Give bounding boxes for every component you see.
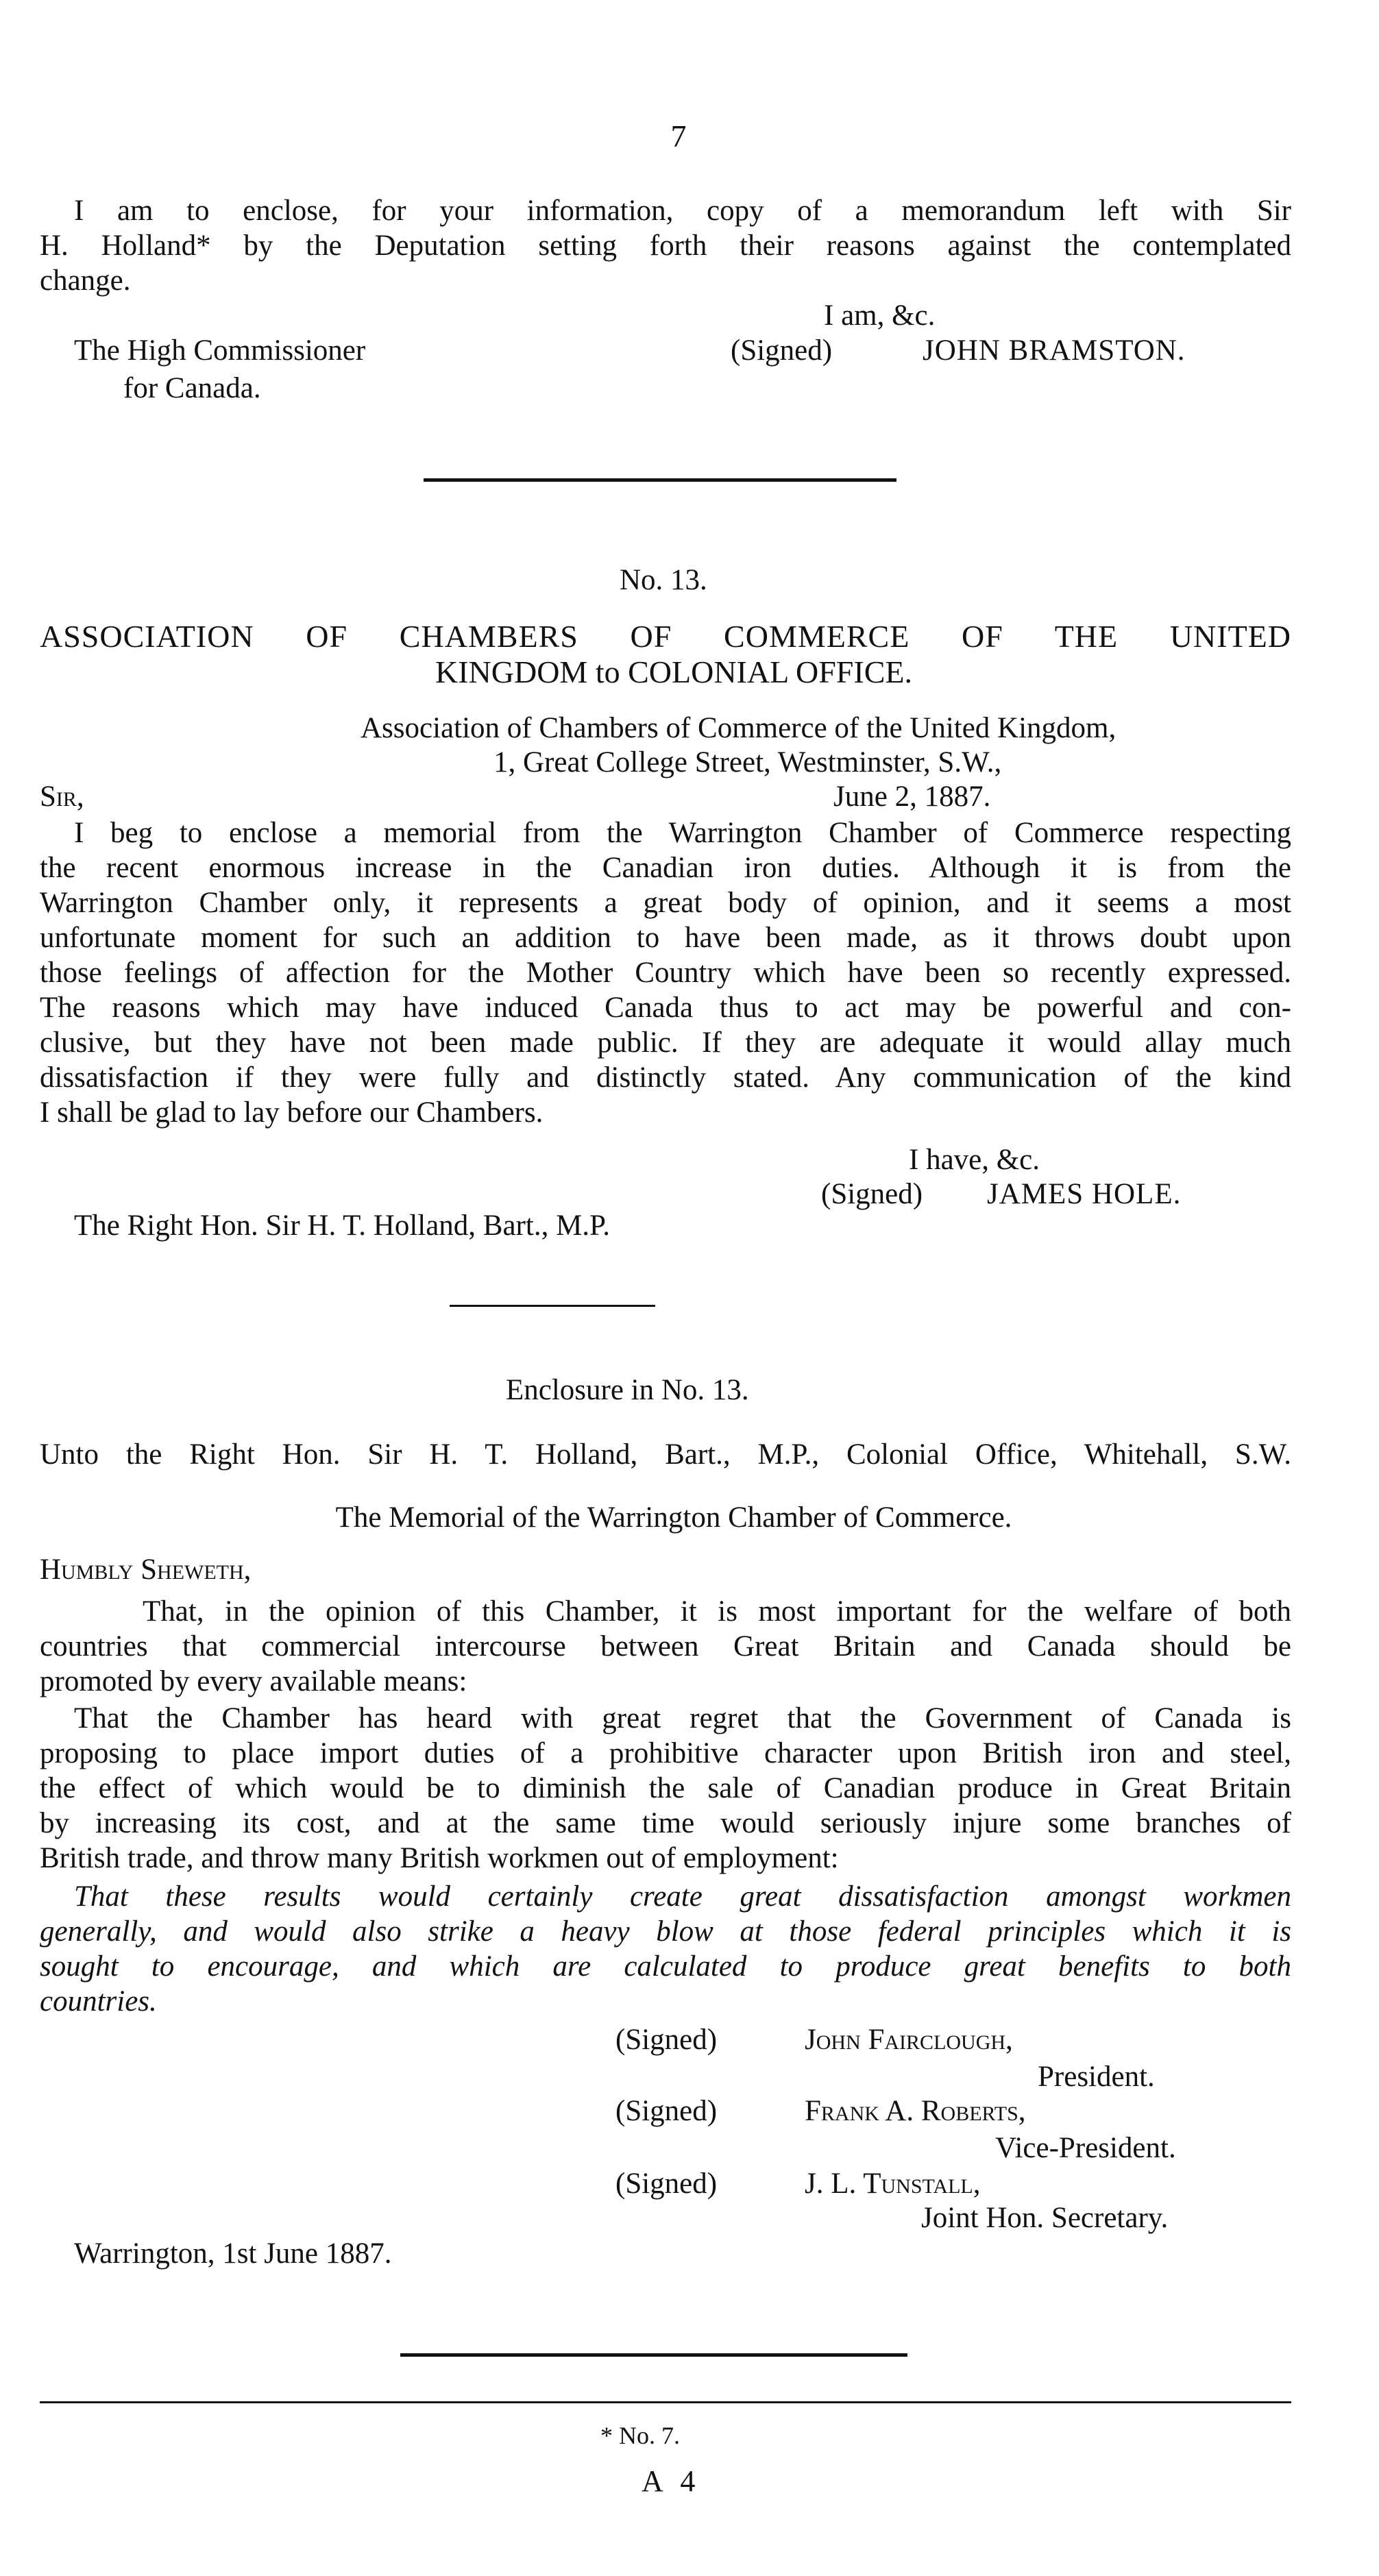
body-line: Warrington Chamber only, it represents a great body of opinion, and it seems a most	[40, 887, 1291, 919]
signature-signed-3: (Signed)	[615, 2168, 718, 2200]
intro-line: change.	[40, 265, 131, 297]
enclosure-address: Unto the Right Hon. Sir H. T. Holland, Bart., M.P., Colonial Office, Whitehall, S.W.	[40, 1438, 1291, 1471]
letter-signed-label: (Signed)	[821, 1178, 923, 1210]
memorial-line: British trade, and throw many British workmen out of employment:	[40, 1842, 839, 1874]
memorial-line: countries.	[40, 1985, 157, 2017]
section-divider	[400, 2353, 907, 2357]
body-line: unfortunate moment for such an addition to have been made, as it throws doubt upon	[40, 922, 1291, 954]
memorial-title: The Memorial of the Warrington Chamber of Commerce.	[335, 1501, 1012, 1534]
body-line: those feelings of affection for the Mother Country which have been so recently expressed.	[40, 957, 1291, 989]
enclosure-title: Enclosure in No. 13.	[506, 1374, 749, 1406]
body-line: I beg to enclose a memorial from the Warrington Chamber of Commerce respecting	[74, 817, 1291, 849]
memorial-line: sought to encourage, and which are calculated to produce great benefits to both	[40, 1950, 1291, 1983]
memorial-line: That these results would certainly create great dissatisfaction amongst workmen	[74, 1880, 1291, 1913]
signature-name-3: J. L. Tunstall,	[805, 2168, 981, 2200]
signature-title-3: Joint Hon. Secretary.	[921, 2202, 1169, 2234]
intro-addressee-2: for Canada.	[123, 372, 261, 404]
memorial-line: the effect of which would be to diminish the sale of Canadian produce in Great Britain	[40, 1772, 1291, 1804]
memorial-paragraph-2	[40, 1701, 1291, 1876]
humbly-sheweth: Humbly Sheweth,	[40, 1554, 252, 1586]
letter-closing: I have, &c.	[909, 1144, 1040, 1176]
signature-mark: A 4	[642, 2464, 701, 2498]
signature-signed-1: (Signed)	[615, 2024, 718, 2056]
signature-signed-2: (Signed)	[615, 2095, 718, 2127]
sender-address-2: 1, Great College Street, Westminster, S.W.,	[493, 746, 1002, 778]
body-line: dissatisfaction if they were fully and distinctly stated. Any communication of the kind	[40, 1062, 1291, 1094]
body-line: the recent enormous increase in the Canadian iron duties. Although it is from the	[40, 852, 1291, 884]
body-line: The reasons which may have induced Canada thus to act may be powerful and con-	[40, 992, 1291, 1024]
intro-line: H. Holland* by the Deputation setting forth their reasons against the contemplated	[40, 230, 1291, 262]
intro-closing: I am, &c.	[824, 299, 936, 332]
intro-line: I am to enclose, for your information, copy of a memorandum left with Sir	[74, 195, 1291, 227]
letter-body	[40, 815, 1291, 1130]
intro-addressee-1: The High Commissioner	[74, 334, 366, 367]
signature-title-1: President.	[1038, 2061, 1155, 2093]
signature-title-2: Vice-President.	[995, 2132, 1176, 2164]
signature-name-2: Frank A. Roberts,	[805, 2095, 1026, 2127]
place-date: Warrington, 1st June 1887.	[74, 2237, 392, 2270]
sender-address-1: Association of Chambers of Commerce of the United Kingdom,	[361, 712, 1116, 744]
memorial-line: countries that commercial intercourse between Great Britain and Canada should be	[40, 1630, 1291, 1663]
intro-signed-label: (Signed)	[731, 334, 833, 367]
signature-name-1: John Fairclough,	[805, 2024, 1013, 2056]
intro-paragraph-cont	[40, 228, 1291, 298]
section-divider	[424, 478, 896, 482]
memorial-line: proposing to place import duties of a prohibitive character upon British iron and steel,	[40, 1737, 1291, 1769]
section-divider	[450, 1305, 655, 1307]
memorial-line: That the Chamber has heard with great regret that the Government of Canada is	[74, 1702, 1291, 1734]
salutation: Sir,	[40, 781, 84, 813]
memorial-line: by increasing its cost, and at the same time would seriously injure some branches of	[40, 1807, 1291, 1839]
memorial-line: promoted by every available means:	[40, 1665, 467, 1697]
letter-addressee: The Right Hon. Sir H. T. Holland, Bart., M.P.	[74, 1210, 610, 1242]
body-line: I shall be glad to lay before our Chambers.	[40, 1096, 544, 1129]
footnote: * No. 7.	[600, 2422, 680, 2449]
page-number: 7	[670, 119, 687, 154]
memorial-line: generally, and would also strike a heavy blow at those federal principles which it is	[40, 1915, 1291, 1948]
memorial-paragraph-3	[40, 1879, 1291, 2019]
doc-heading-1: ASSOCIATION OF CHAMBERS OF COMMERCE OF THE UNITED	[40, 619, 1291, 654]
letter-signer: JAMES HOLE.	[987, 1178, 1182, 1210]
intro-paragraph	[74, 193, 1291, 228]
footnote-rule	[40, 2401, 1291, 2403]
doc-heading-2: KINGDOM to COLONIAL OFFICE.	[435, 654, 912, 689]
doc-number: No. 13.	[620, 564, 707, 596]
body-line: clusive, but they have not been made public. If they are adequate it would allay much	[40, 1027, 1291, 1059]
memorial-line: That, in the opinion of this Chamber, it is most important for the welfare of both	[143, 1595, 1291, 1628]
intro-signer: JOHN BRAMSTON.	[923, 334, 1186, 367]
letter-date: June 2, 1887.	[833, 781, 991, 813]
memorial-paragraph-1	[40, 1594, 1291, 1699]
